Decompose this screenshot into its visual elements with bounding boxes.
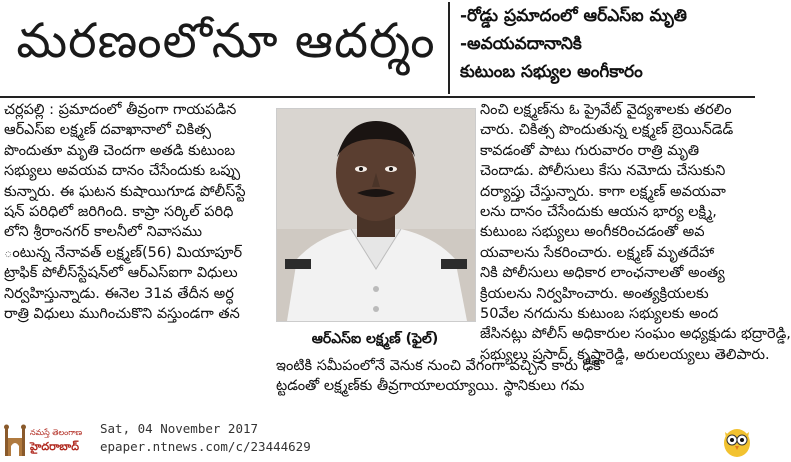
text-line: లను దానం చేసేందుకు ఆయన భార్య లక్ష్మి, bbox=[480, 204, 717, 221]
epaper-footer bbox=[0, 420, 755, 460]
text-line: సభ్యులు అవయవ దానం చేసేందుకు ఒప్పు bbox=[4, 163, 241, 180]
deck-line: కుటుంబ సభ్యుల అంగీకారం bbox=[460, 62, 643, 82]
article-headline: మరణంలోనూ ఆదర్శం bbox=[16, 13, 436, 69]
text-line: నించి లక్ష్మణ్‌ను ఓ ప్రైవేట్‌ వైద్యశాలకు తరలిం bbox=[480, 102, 732, 118]
headline-divider bbox=[0, 96, 755, 98]
charminar-icon bbox=[2, 422, 28, 458]
text-line: కుటుంబ సభ్యులు అంగీకరించడంతో అవ bbox=[480, 224, 705, 241]
text-line: చారు. చికిత్స పొందుతున్న లక్ష్మణ్‌ బ్రెయిన్‌డెడ్‌ bbox=[480, 122, 734, 139]
text-line: కున్నారు. ఈ ఘటన కుషాయిగూడ పోలీస్‌స్టే bbox=[4, 183, 246, 200]
text-line: నిర్వహిస్తున్నాడు. ఈనెల 31వ తేదీన అర్ధ bbox=[4, 285, 234, 302]
text-line: పొందుతూ మృతి చెందగా అతడి కుటుంబ bbox=[4, 142, 236, 159]
logo-small-text: నమస్తే తెలంగాణ bbox=[30, 428, 83, 437]
deck-line: -రోడ్డు ప్రమాదంలో ఆర్‌ఎస్‌ఐ మృతి bbox=[460, 6, 687, 26]
text-line: ంటున్న నేనావత్‌ లక్ష్మణ్‌(56) మియాపూర్‌ bbox=[4, 244, 243, 261]
epaper-url[interactable]: epaper.ntnews.com/c/23444629 bbox=[100, 439, 311, 454]
text-line: ఇంటికి సమీపంలోనే వెనుక నుంచి వేగంగా వచ్చిన కారు ఢీకొ bbox=[276, 358, 605, 374]
article-column-left bbox=[4, 100, 272, 324]
text-line: చెందాడు. పోలీసులు కేసు నమోదు చేసుకుని bbox=[480, 163, 726, 180]
article-column-right bbox=[480, 100, 791, 365]
text-line: దర్యాప్తు చేస్తున్నారు. కాగా లక్ష్మణ్‌ అవయవా bbox=[480, 183, 726, 200]
text-line: జేసినట్లు పోలీస్‌ అధికారుల సంఘం అధ్యక్షుడు భద్రారెడ్డి, bbox=[480, 326, 791, 343]
text-line: నికి పోలీసులు అధికార లాంఛనాలతో అంత్య bbox=[480, 265, 725, 282]
text-line: రాత్రి విధులు ముగించుకొని వస్తుండగా తన bbox=[4, 306, 240, 323]
text-line: క్రియలను నిర్వహించారు. అంత్యక్రియలకు bbox=[480, 285, 709, 302]
text-line: 50వేల నగదును కుటుంబ సభ్యులకు అంద bbox=[480, 306, 719, 323]
rsi-portrait-photo bbox=[276, 108, 476, 322]
logo-text bbox=[30, 426, 82, 454]
deck-line: -అవయవదానానికి bbox=[460, 34, 582, 54]
photo-caption: ఆర్‌ఎస్‌ఐ లక్ష్మణ్‌ (ఫైల్‌) bbox=[311, 331, 439, 347]
owl-icon bbox=[722, 424, 752, 458]
text-line: షన్‌ పరిధిలో జరిగింది. కాప్రా సర్కిల్‌ పరిధి bbox=[4, 204, 234, 221]
text-line: యవాలను సేకరించారు. లక్ష్మణ్‌ మృతదేహా bbox=[480, 244, 715, 261]
text-line: ట్రాఫిక్‌ పోలీస్‌స్టేషన్‌లో ఆర్‌ఎస్‌ఐగా విధులు bbox=[4, 265, 238, 282]
text-line: కావడంతో పాటు గురువారం రాత్రి మృతి bbox=[480, 142, 700, 159]
newspaper-logo bbox=[2, 422, 98, 458]
text-line: చర్లపల్లి : ప్రమాదంలో తీవ్రంగా గాయపడిన bbox=[4, 102, 237, 118]
publish-date: Sat, 04 November 2017 bbox=[100, 421, 259, 436]
text-line: ఆర్‌ఎస్‌ఐ లక్ష్మణ్‌ దవాఖానాలో చికిత్స bbox=[4, 122, 212, 139]
text-line: లోని శ్రీరాంనగర్‌ కాలనీలో నివాసము bbox=[4, 224, 202, 241]
text-line: సభ్యులు ప్రసాద్‌, కృష్ణారెడ్డి, అరులయ్యలు తెలిపారు. bbox=[480, 346, 770, 363]
portrait-illustration bbox=[277, 109, 475, 321]
logo-big-text: హైదరాబాద్ bbox=[30, 440, 79, 453]
article-deck bbox=[448, 2, 752, 94]
article-column-middle bbox=[276, 356, 605, 397]
text-line: ట్టడంతో లక్ష్మణ్‌కు తీవ్రగాయాలయ్యాయి. స్థానికులు గమ bbox=[276, 378, 585, 395]
